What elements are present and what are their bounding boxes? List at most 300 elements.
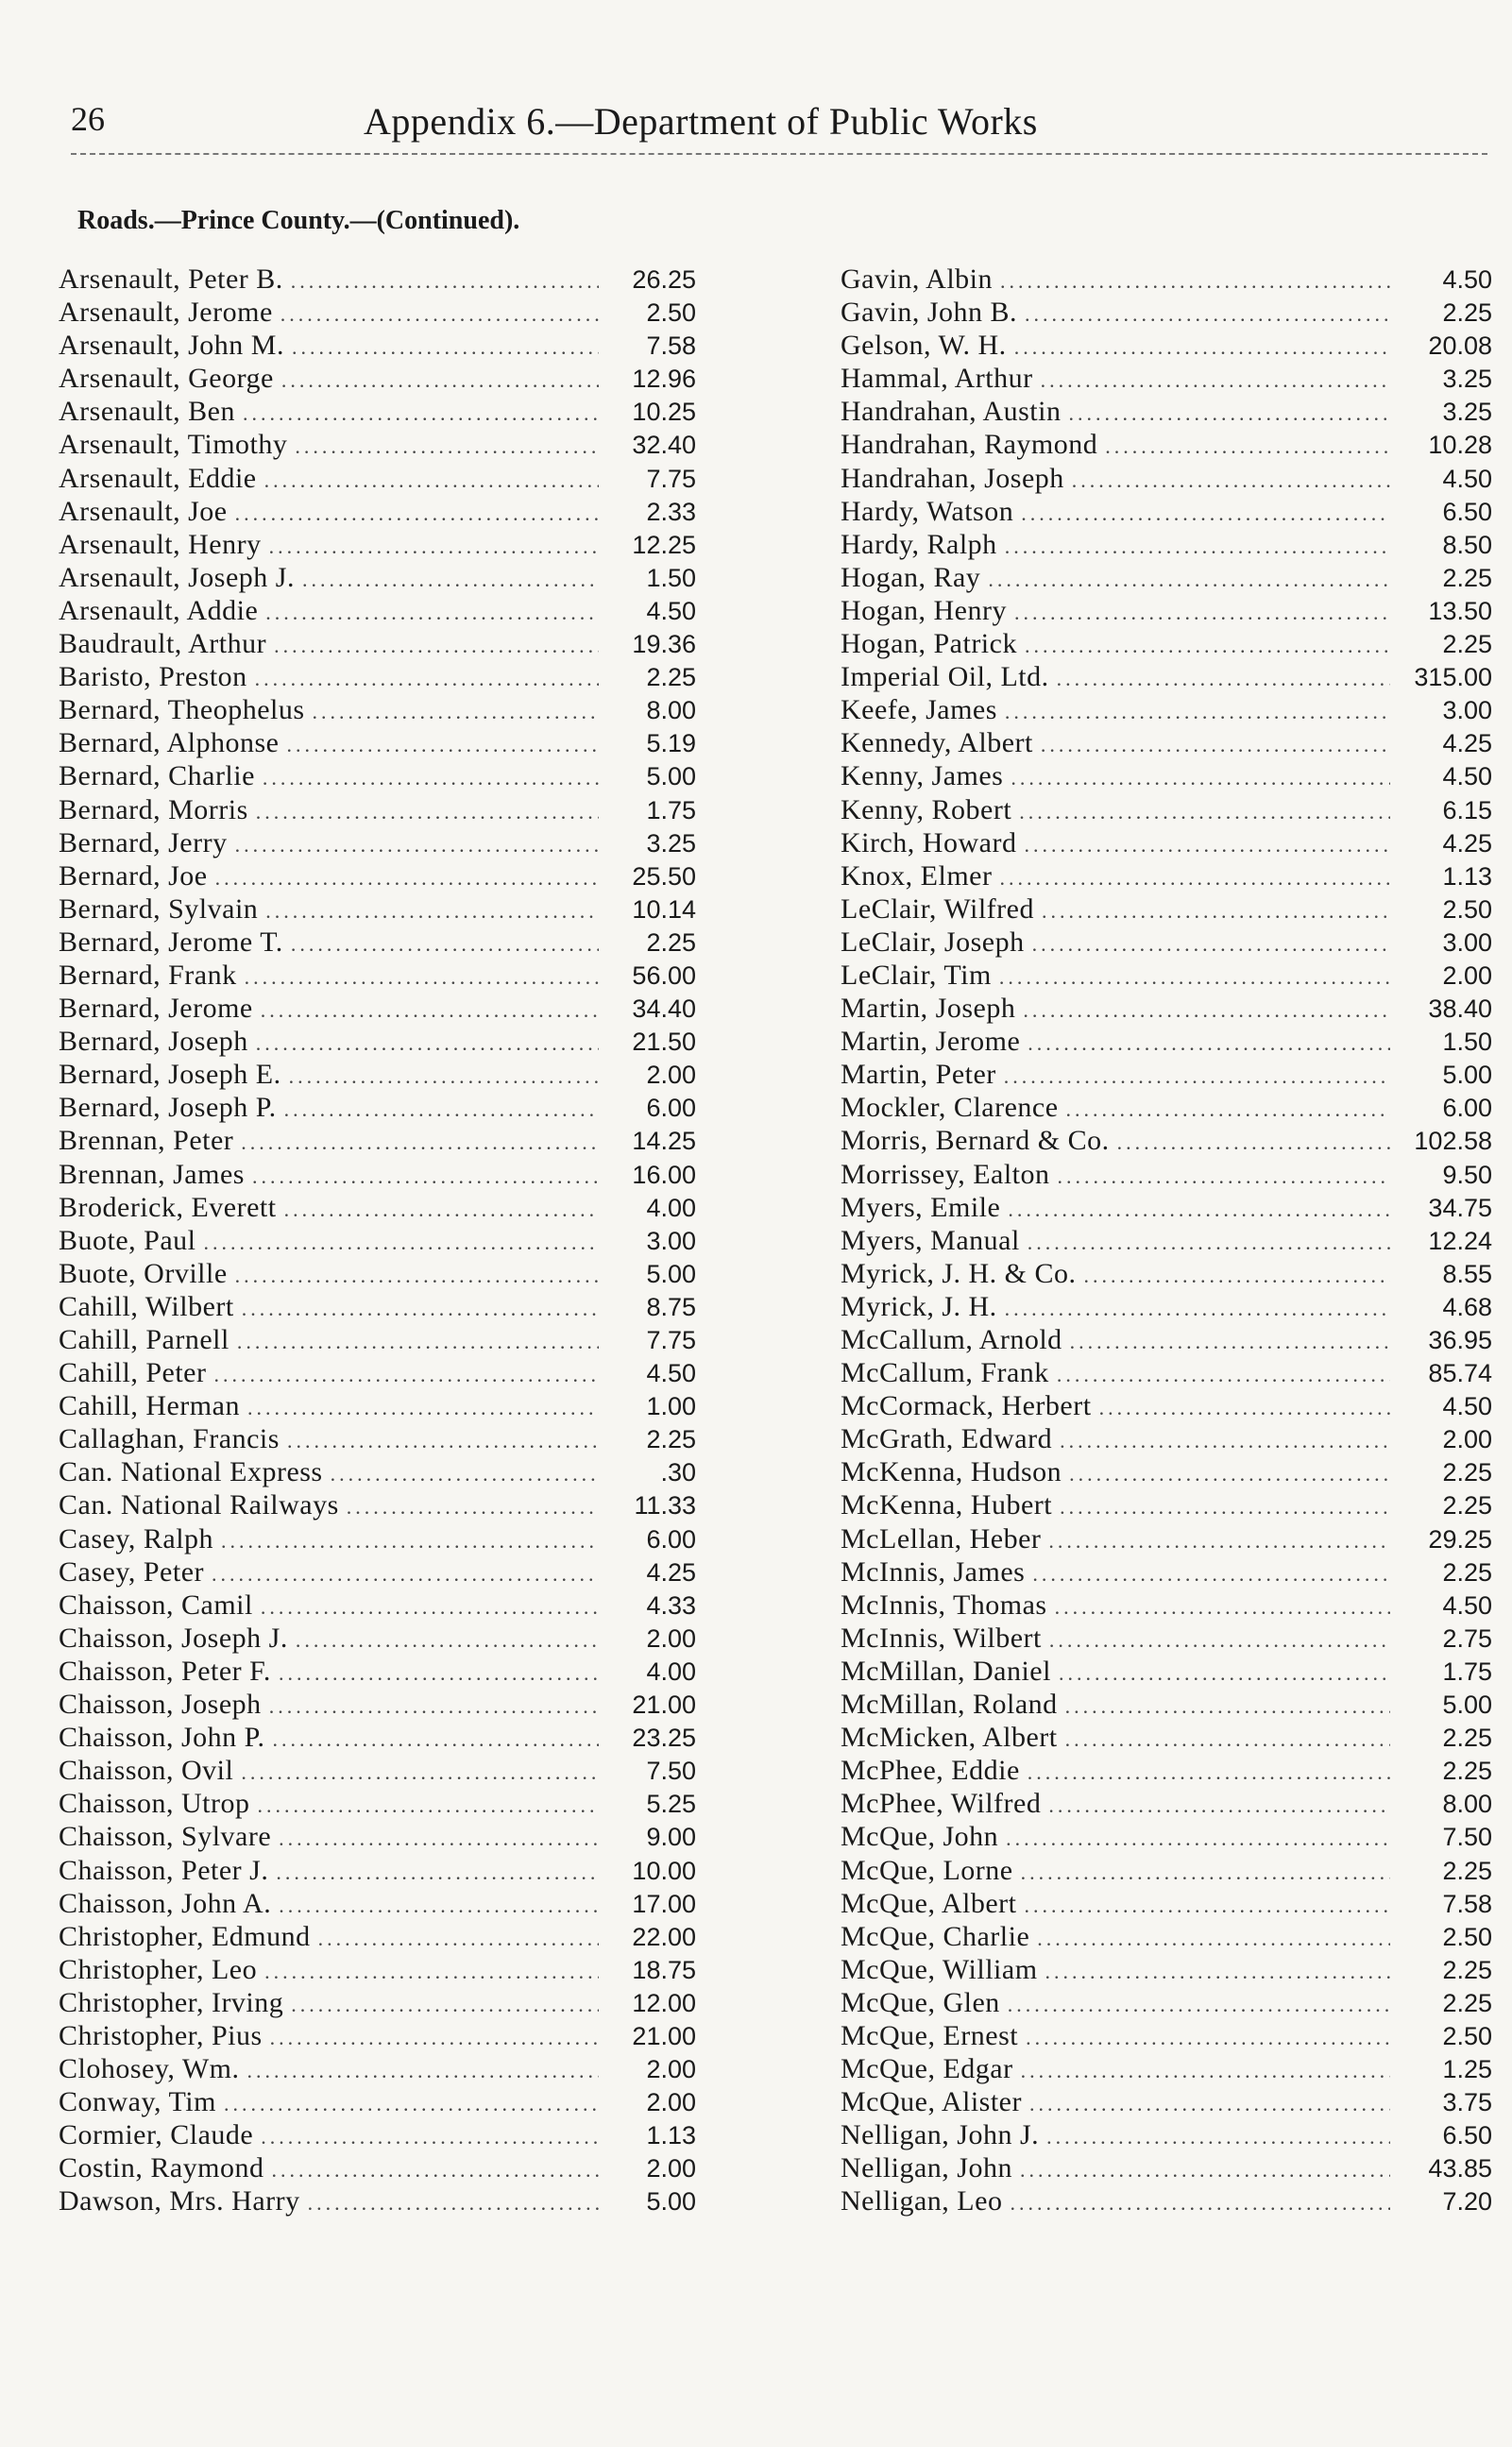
- leader-dots: [1041, 364, 1390, 397]
- payment-amount: .30: [660, 1458, 696, 1487]
- payee-name: Morrissey, Ealton: [841, 1158, 1050, 1190]
- payee-name: Chaisson, John P.: [59, 1722, 265, 1754]
- right-column-list: [841, 263, 1492, 2218]
- payee-name: Arsenault, Timothy: [59, 429, 288, 461]
- payment-amount: 4.50: [1442, 1392, 1492, 1421]
- list-item: [59, 859, 696, 892]
- payee-name: Bernard, Theophelus: [59, 694, 305, 726]
- payee-name: Myrick, J. H. & Co.: [841, 1257, 1077, 1289]
- list-item: [841, 329, 1492, 362]
- leader-dots: [1004, 1060, 1390, 1093]
- leader-dots: [273, 1723, 599, 1756]
- payee-name: Broderick, Everett: [59, 1191, 277, 1223]
- list-item: [59, 1488, 696, 1521]
- list-item: [841, 2085, 1492, 2118]
- payee-name: Hogan, Henry: [841, 594, 1007, 626]
- payment-amount: 2.25: [646, 927, 696, 957]
- list-item: [59, 362, 696, 395]
- leader-dots: [1058, 1160, 1390, 1193]
- payee-name: McLellan, Heber: [841, 1522, 1042, 1555]
- leader-dots: [280, 297, 599, 331]
- payee-name: Can. National Railways: [59, 1489, 339, 1521]
- payment-amount: 2.00: [646, 1061, 696, 1090]
- leader-dots: [1029, 2087, 1390, 2120]
- payee-name: Costin, Raymond: [59, 2152, 264, 2184]
- list-item: [59, 1455, 696, 1488]
- leader-dots: [256, 795, 599, 828]
- payment-amount: 1.75: [646, 795, 696, 824]
- payment-amount: 1.13: [1442, 861, 1492, 891]
- leader-dots: [269, 530, 599, 563]
- payment-amount: 6.00: [646, 1094, 696, 1123]
- payee-name: McPhee, Eddie: [841, 1755, 1020, 1787]
- list-item: [59, 594, 696, 627]
- payee-name: McQue, John: [841, 1821, 999, 1853]
- leader-dots: [1048, 1789, 1390, 1822]
- payee-name: Bernard, Frank: [59, 959, 237, 991]
- payment-amount: 2.25: [1442, 1955, 1492, 1984]
- payee-name: Arsenault, Eddie: [59, 462, 257, 494]
- list-item: [59, 627, 696, 660]
- payee-name: Arsenault, Jerome: [59, 297, 273, 329]
- payee-name: Chaisson, Sylvare: [59, 1821, 272, 1853]
- leader-dots: [1021, 497, 1390, 530]
- leader-dots: [296, 1623, 599, 1657]
- payee-name: McQue, Glen: [841, 1986, 1000, 2018]
- payee-name: Bernard, Joseph P.: [59, 1092, 277, 1124]
- payee-name: Kennedy, Albert: [841, 727, 1033, 759]
- payment-amount: 2.50: [1442, 1922, 1492, 1951]
- payment-amount: 4.00: [646, 1193, 696, 1222]
- payment-amount: 1.50: [1442, 1028, 1492, 1057]
- payment-amount: 2.00: [646, 2055, 696, 2084]
- list-item: [59, 2184, 696, 2218]
- list-item: [59, 1986, 696, 2019]
- payee-name: Nelligan, John: [841, 2152, 1012, 2184]
- payee-name: Gavin, Albin: [841, 263, 993, 295]
- payment-amount: 5.00: [1442, 1691, 1492, 1720]
- leader-dots: [256, 1027, 599, 1060]
- payment-amount: 4.25: [1442, 828, 1492, 858]
- leader-dots: [213, 1358, 599, 1391]
- payment-amount: 5.19: [646, 729, 696, 758]
- list-item: [841, 1422, 1492, 1455]
- payee-name: McCallum, Frank: [841, 1357, 1049, 1389]
- payment-amount: 7.58: [1442, 1889, 1492, 1918]
- payee-name: Chaisson, Peter F.: [59, 1655, 271, 1687]
- list-item: [841, 2118, 1492, 2151]
- list-item: [59, 2118, 696, 2151]
- leader-dots: [295, 430, 599, 463]
- list-item: [841, 462, 1492, 495]
- payee-name: Callaghan, Francis: [59, 1423, 280, 1455]
- leader-dots: [241, 1756, 599, 1789]
- payment-amount: 2.25: [1442, 298, 1492, 328]
- list-item: [59, 1224, 696, 1257]
- leader-dots: [1099, 1391, 1390, 1424]
- payment-amount: 7.20: [1442, 2187, 1492, 2217]
- leader-dots: [204, 1226, 600, 1259]
- payee-name: Martin, Jerome: [841, 1026, 1021, 1058]
- payment-amount: 56.00: [632, 960, 696, 990]
- list-item: [59, 1025, 696, 1058]
- payment-amount: 7.75: [646, 464, 696, 493]
- payee-name: Cahill, Herman: [59, 1390, 240, 1422]
- list-item: [841, 1622, 1492, 1655]
- payment-amount: 6.00: [646, 1524, 696, 1554]
- leader-dots: [1026, 2021, 1390, 2054]
- payment-amount: 2.25: [1442, 630, 1492, 659]
- payment-amount: 12.25: [632, 530, 696, 559]
- list-item: [59, 528, 696, 561]
- leader-dots: [999, 960, 1390, 994]
- payee-name: Brennan, Peter: [59, 1125, 234, 1157]
- payee-name: Chaisson, Utrop: [59, 1788, 250, 1820]
- leader-dots: [302, 563, 599, 596]
- payment-amount: 6.15: [1442, 795, 1492, 824]
- list-item: [841, 1257, 1492, 1290]
- list-item: [841, 926, 1492, 959]
- leader-dots: [279, 1822, 599, 1855]
- leader-dots: [1025, 629, 1390, 662]
- payment-amount: 25.50: [632, 861, 696, 891]
- leader-dots: [247, 1391, 599, 1424]
- payee-name: Christopher, Edmund: [59, 1920, 311, 1952]
- leader-dots: [1008, 1193, 1390, 1226]
- leader-dots: [1020, 2153, 1390, 2186]
- payee-name: McMillan, Roland: [841, 1689, 1058, 1721]
- payee-name: Buote, Paul: [59, 1224, 196, 1256]
- payment-amount: 12.00: [632, 1988, 696, 2017]
- list-item: [841, 1191, 1492, 1224]
- leader-dots: [1065, 1690, 1390, 1723]
- payment-amount: 14.25: [632, 1127, 696, 1156]
- payment-amount: 8.00: [646, 696, 696, 725]
- payee-name: Kirch, Howard: [841, 826, 1017, 858]
- payment-amount: 5.00: [1442, 1061, 1492, 1090]
- section-heading: Roads.—Prince County.—(Continued).: [77, 206, 520, 235]
- list-item: [59, 2019, 696, 2052]
- leader-dots: [274, 629, 599, 662]
- payment-amount: 2.25: [646, 1425, 696, 1454]
- payee-name: Hardy, Ralph: [841, 528, 997, 560]
- leader-dots: [1066, 1093, 1390, 1126]
- payee-name: Brennan, James: [59, 1158, 245, 1190]
- list-item: [59, 495, 696, 528]
- payment-amount: 21.50: [632, 1028, 696, 1057]
- payee-name: McQue, Lorne: [841, 1854, 1013, 1886]
- leader-dots: [235, 497, 599, 530]
- leader-dots: [1032, 1557, 1390, 1590]
- payee-name: Gelson, W. H.: [841, 330, 1007, 362]
- payment-amount: 21.00: [632, 1691, 696, 1720]
- payee-name: Arsenault, Ben: [59, 396, 235, 428]
- payee-name: LeClair, Tim: [841, 959, 992, 991]
- leader-dots: [276, 1856, 599, 1889]
- payee-name: Cahill, Wilbert: [59, 1290, 234, 1322]
- payee-name: McGrath, Edward: [841, 1423, 1053, 1455]
- payment-amount: 34.75: [1428, 1193, 1492, 1222]
- payment-amount: 12.96: [632, 365, 696, 394]
- payment-amount: 2.33: [646, 497, 696, 526]
- payment-amount: 20.08: [1428, 331, 1492, 361]
- payee-name: Hardy, Watson: [841, 495, 1014, 527]
- leader-dots: [237, 1325, 599, 1358]
- payee-name: McMicken, Albert: [841, 1722, 1058, 1754]
- list-item: [841, 395, 1492, 428]
- leader-dots: [261, 994, 599, 1027]
- leader-dots: [261, 2120, 599, 2153]
- leader-dots: [1069, 1457, 1390, 1490]
- leader-dots: [255, 662, 599, 695]
- payee-name: Arsenault, Henry: [59, 528, 262, 560]
- list-item: [841, 892, 1492, 926]
- list-item: [59, 395, 696, 428]
- payment-amount: 4.68: [1442, 1292, 1492, 1321]
- payment-amount: 2.25: [1442, 1491, 1492, 1521]
- payee-name: Arsenault, Joseph J.: [59, 561, 295, 593]
- payment-amount: 1.50: [646, 563, 696, 592]
- list-item: [59, 2085, 696, 2118]
- list-item: [59, 759, 696, 792]
- leader-dots: [1006, 1822, 1390, 1855]
- list-item: [59, 263, 696, 296]
- payment-amount: 3.00: [1442, 696, 1492, 725]
- payee-name: Can. National Express: [59, 1456, 323, 1488]
- payee-name: Cahill, Parnell: [59, 1324, 229, 1355]
- leader-dots: [1005, 1292, 1390, 1325]
- payee-name: McCormack, Herbert: [841, 1390, 1092, 1422]
- list-item: [59, 660, 696, 693]
- list-item: [841, 1555, 1492, 1589]
- leader-dots: [1055, 1590, 1390, 1623]
- payment-amount: 38.40: [1428, 994, 1492, 1024]
- leader-dots: [1037, 1922, 1390, 1955]
- payment-amount: 26.25: [632, 265, 696, 294]
- list-item: [841, 1389, 1492, 1422]
- leader-dots: [245, 960, 599, 994]
- list-item: [59, 462, 696, 495]
- leader-dots: [1084, 1259, 1391, 1292]
- payment-amount: 4.50: [1442, 762, 1492, 791]
- payee-name: Christopher, Leo: [59, 1953, 258, 1985]
- payee-name: Arsenault, Addie: [59, 594, 259, 626]
- leader-dots: [224, 2087, 599, 2120]
- payment-amount: 4.50: [646, 1359, 696, 1388]
- leader-dots: [313, 695, 599, 728]
- list-item: [59, 1953, 696, 1986]
- list-item: [59, 2052, 696, 2085]
- list-item: [59, 693, 696, 726]
- payee-name: Casey, Peter: [59, 1555, 205, 1588]
- payee-name: Morris, Bernard & Co.: [841, 1125, 1110, 1157]
- payee-name: Clohosey, Wm.: [59, 2053, 240, 2085]
- payee-name: Arsenault, George: [59, 363, 274, 395]
- list-item: [59, 1622, 696, 1655]
- page-number: 26: [71, 100, 105, 138]
- list-item: [59, 1555, 696, 1589]
- list-item: [841, 2052, 1492, 2085]
- leader-dots: [1057, 662, 1390, 695]
- payee-name: Conway, Tim: [59, 2086, 216, 2118]
- leader-dots: [212, 1557, 599, 1590]
- payee-name: Hammal, Arthur: [841, 363, 1033, 395]
- leader-dots: [241, 1126, 599, 1159]
- payment-amount: 4.50: [1442, 464, 1492, 493]
- leader-dots: [291, 927, 599, 960]
- list-item: [59, 926, 696, 959]
- payee-name: McQue, William: [841, 1953, 1038, 1985]
- list-item: [59, 1058, 696, 1091]
- payee-name: Bernard, Jerome: [59, 993, 253, 1025]
- payment-amount: 12.24: [1428, 1226, 1492, 1255]
- payee-name: McQue, Alister: [841, 2086, 1022, 2118]
- leader-dots: [1046, 2120, 1390, 2153]
- page-header: [71, 99, 1487, 146]
- payment-amount: 9.00: [646, 1823, 696, 1852]
- list-item: [59, 1522, 696, 1555]
- list-item: [841, 1820, 1492, 1853]
- list-item: [59, 1589, 696, 1622]
- payee-name: Nelligan, John J.: [841, 2119, 1040, 2151]
- payee-name: Arsenault, John M.: [59, 330, 284, 362]
- payee-name: McInnis, Wilbert: [841, 1622, 1042, 1654]
- list-item: [59, 1787, 696, 1820]
- payee-name: LeClair, Wilfred: [841, 892, 1034, 925]
- leader-dots: [1045, 1955, 1390, 1988]
- leader-dots: [289, 1060, 599, 1093]
- payee-name: McQue, Edgar: [841, 2053, 1013, 2085]
- leader-dots: [1005, 530, 1390, 563]
- payee-name: Bernard, Joseph E.: [59, 1059, 281, 1091]
- leader-dots: [284, 1193, 599, 1226]
- leader-dots: [1023, 994, 1390, 1027]
- payment-amount: 23.25: [632, 1724, 696, 1753]
- payment-amount: 5.25: [646, 1790, 696, 1819]
- leader-dots: [1049, 1623, 1390, 1657]
- list-item: [59, 892, 696, 926]
- payee-name: Buote, Orville: [59, 1257, 228, 1289]
- payee-name: Chaisson, Joseph J.: [59, 1622, 288, 1654]
- payee-name: Handrahan, Joseph: [841, 462, 1064, 494]
- leader-dots: [265, 596, 599, 629]
- payment-amount: 10.00: [632, 1856, 696, 1885]
- payment-amount: 22.00: [632, 1922, 696, 1951]
- list-item: [841, 1058, 1492, 1091]
- leader-dots: [279, 1657, 599, 1690]
- payee-name: Bernard, Sylvain: [59, 892, 259, 925]
- payment-amount: 7.50: [646, 1757, 696, 1786]
- payee-name: McMillan, Daniel: [841, 1655, 1051, 1687]
- payment-amount: 3.25: [1442, 398, 1492, 427]
- leader-dots: [292, 331, 599, 364]
- payee-name: Imperial Oil, Ltd.: [841, 661, 1049, 693]
- payee-name: Baudrault, Arthur: [59, 628, 267, 660]
- leader-dots: [1021, 1856, 1390, 1889]
- payment-amount: 1.00: [646, 1392, 696, 1421]
- leader-dots: [265, 894, 599, 927]
- leader-dots: [1024, 1889, 1390, 1922]
- header-rule: [71, 153, 1487, 155]
- list-item: [841, 428, 1492, 461]
- leader-dots: [1059, 1657, 1390, 1690]
- list-item: [841, 992, 1492, 1025]
- payment-amount: 1.25: [1442, 2055, 1492, 2084]
- payee-name: Handrahan, Raymond: [841, 429, 1098, 461]
- payment-amount: 8.00: [1442, 1790, 1492, 1819]
- payment-amount: 4.25: [646, 1557, 696, 1587]
- payee-name: Baristo, Preston: [59, 661, 247, 693]
- payee-name: Kenny, Robert: [841, 793, 1012, 825]
- list-item: [841, 1986, 1492, 2019]
- leader-dots: [281, 364, 599, 397]
- payment-amount: 10.28: [1428, 431, 1492, 460]
- payee-name: Bernard, Morris: [59, 793, 248, 825]
- list-item: [841, 1025, 1492, 1058]
- payment-amount: 7.58: [646, 331, 696, 361]
- payment-amount: 10.14: [632, 894, 696, 924]
- payee-name: Hogan, Patrick: [841, 628, 1017, 660]
- list-item: [59, 1688, 696, 1721]
- payment-amount: 5.00: [646, 1259, 696, 1288]
- list-item: [841, 296, 1492, 329]
- list-item: [841, 1224, 1492, 1257]
- payment-amount: 2.50: [1442, 894, 1492, 924]
- payee-name: Bernard, Jerome T.: [59, 926, 283, 958]
- leader-dots: [1010, 2186, 1390, 2219]
- payment-amount: 2.25: [646, 663, 696, 692]
- list-item: [59, 793, 696, 826]
- list-item: [59, 1887, 696, 1920]
- list-item: [841, 660, 1492, 693]
- payment-amount: 8.55: [1442, 1259, 1492, 1288]
- leader-dots: [252, 1160, 599, 1193]
- payment-amount: 4.33: [646, 1590, 696, 1620]
- leader-dots: [308, 2186, 599, 2219]
- leader-dots: [269, 1690, 599, 1723]
- list-item: [59, 296, 696, 329]
- list-item: [841, 1356, 1492, 1389]
- list-item: [841, 627, 1492, 660]
- list-item: [841, 1488, 1492, 1521]
- leader-dots: [258, 1789, 600, 1822]
- leader-dots: [263, 761, 599, 794]
- leader-dots: [988, 563, 1390, 596]
- list-item: [59, 2151, 696, 2184]
- payment-amount: 2.50: [646, 298, 696, 328]
- payment-amount: 2.00: [646, 1623, 696, 1653]
- payee-name: McCallum, Arnold: [841, 1324, 1062, 1355]
- payment-amount: 2.50: [1442, 2021, 1492, 2050]
- payment-amount: 21.00: [632, 2021, 696, 2050]
- payee-name: Bernard, Joseph: [59, 1026, 248, 1058]
- payment-amount: 3.00: [646, 1226, 696, 1255]
- leader-dots: [242, 1292, 599, 1325]
- payee-name: Myers, Emile: [841, 1191, 1001, 1223]
- list-item: [59, 1721, 696, 1754]
- leader-dots: [1060, 1490, 1390, 1523]
- payment-amount: 3.25: [646, 828, 696, 858]
- leader-dots: [1028, 1756, 1390, 1789]
- leader-dots: [1060, 1424, 1390, 1457]
- payment-amount: 4.00: [646, 1657, 696, 1686]
- list-item: [841, 263, 1492, 296]
- payment-amount: 4.50: [646, 596, 696, 625]
- list-item: [841, 1721, 1492, 1754]
- payment-amount: 9.50: [1442, 1160, 1492, 1189]
- payment-amount: 1.75: [1442, 1657, 1492, 1686]
- list-item: [59, 329, 696, 362]
